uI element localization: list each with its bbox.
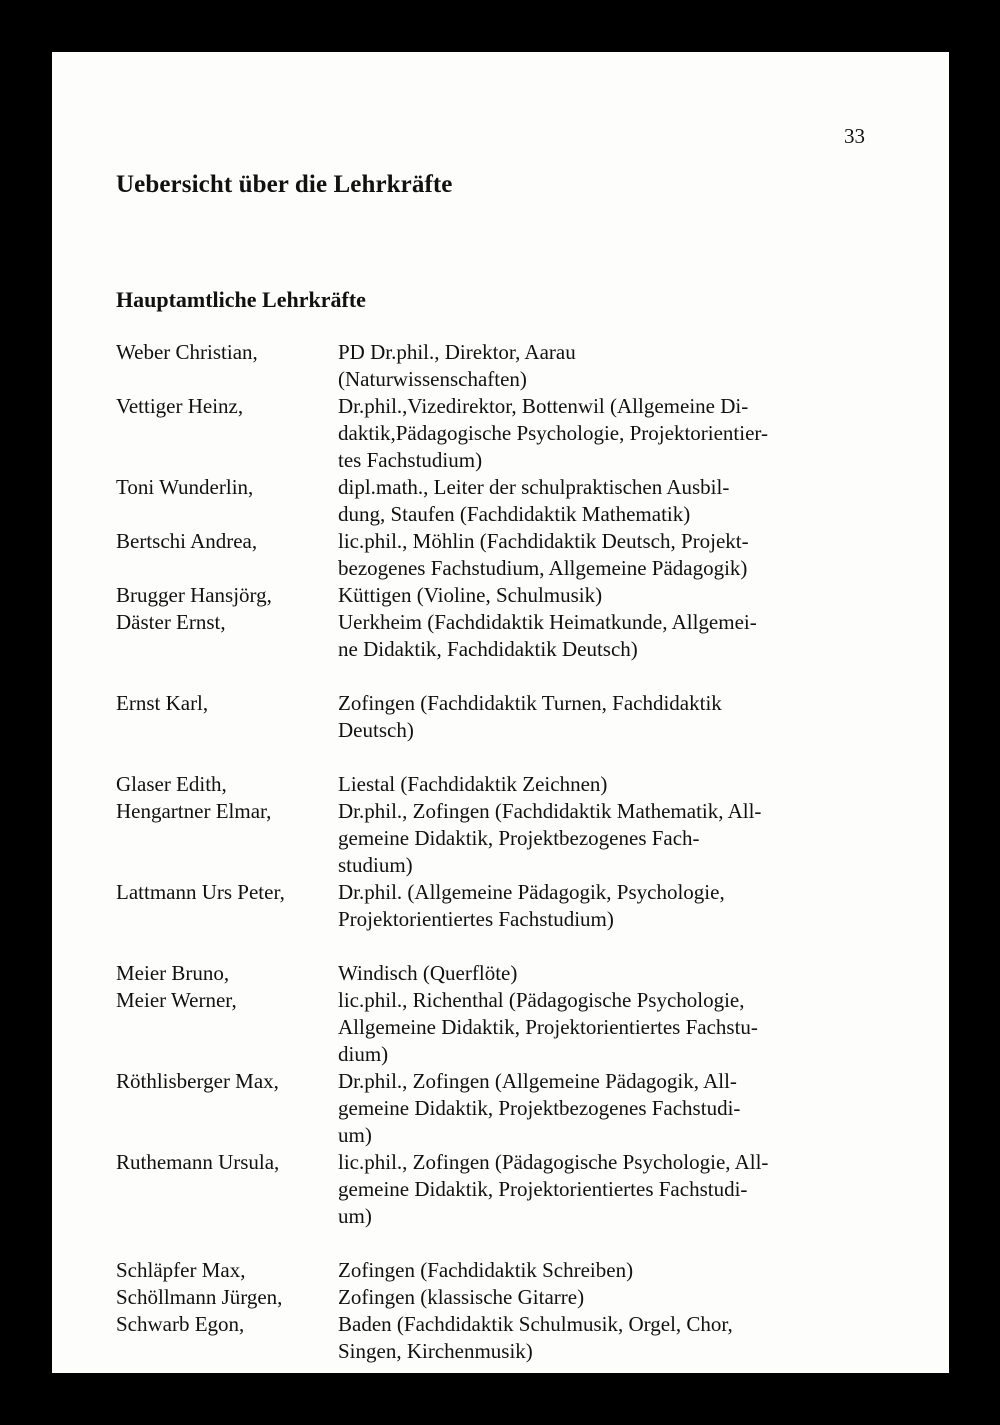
staff-name: Däster Ernst, (116, 610, 226, 634)
staff-detail-line: Singen, Kirchenmusik) (338, 1339, 533, 1363)
staff-detail-line: (Naturwissenschaften) (338, 367, 527, 391)
staff-details (338, 1149, 846, 1230)
staff-detail-line: daktik,Pädagogische Psychologie, Projektorientier- (338, 421, 768, 445)
staff-entry (116, 582, 856, 609)
staff-details (338, 960, 846, 987)
staff-detail-line: gemeine Didaktik, Projektbezogenes Fach- (338, 826, 700, 850)
staff-details (338, 339, 846, 393)
staff-details (338, 771, 846, 798)
staff-name: Meier Werner, (116, 988, 237, 1012)
staff-detail-line: lic.phil., Zofingen (Pädagogische Psychologie, All- (338, 1150, 769, 1174)
staff-detail-line: tes Fachstudium) (338, 448, 483, 472)
staff-details (338, 987, 846, 1068)
staff-detail-line: Allgemeine Didaktik, Projektorientiertes Fachstu- (338, 1015, 758, 1039)
staff-name: Lattmann Urs Peter, (116, 880, 285, 904)
staff-details (338, 528, 846, 582)
staff-name: Toni Wunderlin, (116, 475, 254, 499)
staff-detail-line: dung, Staufen (Fachdidaktik Mathematik) (338, 502, 691, 526)
staff-name: Schöllmann Jürgen, (116, 1285, 283, 1309)
staff-detail-line: Küttigen (Violine, Schulmusik) (338, 583, 603, 607)
staff-detail-line: um) (338, 1123, 372, 1147)
staff-entry (116, 1257, 856, 1284)
spacer (116, 1230, 856, 1257)
page-number: 33 (844, 124, 865, 148)
staff-name: Vettiger Heinz, (116, 394, 244, 418)
staff-details (338, 798, 846, 879)
staff-name: Schläpfer Max, (116, 1258, 246, 1282)
staff-name: Ruthemann Ursula, (116, 1150, 280, 1174)
staff-entry (116, 609, 856, 663)
staff-detail-line: PD Dr.phil., Direktor, Aarau (338, 340, 576, 364)
staff-details (338, 1257, 846, 1284)
staff-entry (116, 474, 856, 528)
staff-details (338, 1311, 846, 1365)
staff-name: Brugger Hansjörg, (116, 583, 272, 607)
spacer (116, 744, 856, 771)
staff-detail-line: Projektorientiertes Fachstudium) (338, 907, 614, 931)
staff-entry (116, 690, 856, 744)
staff-entry (116, 960, 856, 987)
staff-details (338, 1284, 846, 1311)
section-title: Hauptamtliche Lehrkräfte (116, 287, 366, 312)
staff-entry (116, 393, 856, 474)
staff-detail-line: dium) (338, 1042, 389, 1066)
staff-details (338, 609, 846, 663)
staff-detail-line: Liestal (Fachdidaktik Zeichnen) (338, 772, 608, 796)
staff-name: Glaser Edith, (116, 772, 227, 796)
staff-entry (116, 987, 856, 1068)
staff-name: Röthlisberger Max, (116, 1069, 279, 1093)
staff-name: Ernst Karl, (116, 691, 209, 715)
staff-list (116, 339, 856, 1365)
staff-detail-line: Dr.phil., Zofingen (Fachdidaktik Mathematik, All- (338, 799, 762, 823)
staff-detail-line: bezogenes Fachstudium, Allgemeine Pädagogik) (338, 556, 748, 580)
page-title: Uebersicht über die Lehrkräfte (116, 171, 453, 198)
staff-name: Weber Christian, (116, 340, 258, 364)
staff-detail-line: Dr.phil., Zofingen (Allgemeine Pädagogik, All- (338, 1069, 737, 1093)
staff-entry (116, 879, 856, 933)
staff-detail-line: Windisch (Querflöte) (338, 961, 518, 985)
staff-detail-line: Baden (Fachdidaktik Schulmusik, Orgel, Chor, (338, 1312, 733, 1336)
staff-detail-line: Deutsch) (338, 718, 414, 742)
staff-name: Hengartner Elmar, (116, 799, 272, 823)
staff-detail-line: dipl.math., Leiter der schulpraktischen Ausbil- (338, 475, 730, 499)
staff-entry (116, 1284, 856, 1311)
staff-detail-line: Zofingen (Fachdidaktik Turnen, Fachdidaktik (338, 691, 722, 715)
staff-entry (116, 528, 856, 582)
staff-entry (116, 1068, 856, 1149)
staff-details (338, 1068, 846, 1149)
staff-detail-line: Zofingen (klassische Gitarre) (338, 1285, 585, 1309)
staff-detail-line: ne Didaktik, Fachdidaktik Deutsch) (338, 637, 638, 661)
staff-detail-line: studium) (338, 853, 413, 877)
staff-details (338, 879, 846, 933)
staff-details (338, 474, 846, 528)
staff-detail-line: gemeine Didaktik, Projektorientiertes Fachstudi- (338, 1177, 748, 1201)
staff-detail-line: Dr.phil.,Vizedirektor, Bottenwil (Allgemeine Di- (338, 394, 749, 418)
spacer (116, 663, 856, 690)
staff-entry (116, 339, 856, 393)
staff-entry (116, 1311, 856, 1365)
staff-details (338, 393, 846, 474)
staff-name: Bertschi Andrea, (116, 529, 258, 553)
staff-name: Schwarb Egon, (116, 1312, 245, 1336)
staff-detail-line: Uerkheim (Fachdidaktik Heimatkunde, Allgemei- (338, 610, 757, 634)
staff-detail-line: Zofingen (Fachdidaktik Schreiben) (338, 1258, 634, 1282)
staff-entry (116, 1149, 856, 1230)
staff-detail-line: um) (338, 1204, 372, 1228)
staff-entry (116, 771, 856, 798)
staff-detail-line: lic.phil., Möhlin (Fachdidaktik Deutsch, Projekt- (338, 529, 749, 553)
staff-detail-line: Dr.phil. (Allgemeine Pädagogik, Psychologie, (338, 880, 725, 904)
staff-name: Meier Bruno, (116, 961, 230, 985)
staff-entry (116, 798, 856, 879)
staff-details (338, 690, 846, 744)
spacer (116, 933, 856, 960)
staff-details (338, 582, 846, 609)
staff-detail-line: lic.phil., Richenthal (Pädagogische Psychologie, (338, 988, 745, 1012)
staff-detail-line: gemeine Didaktik, Projektbezogenes Fachstudi- (338, 1096, 741, 1120)
